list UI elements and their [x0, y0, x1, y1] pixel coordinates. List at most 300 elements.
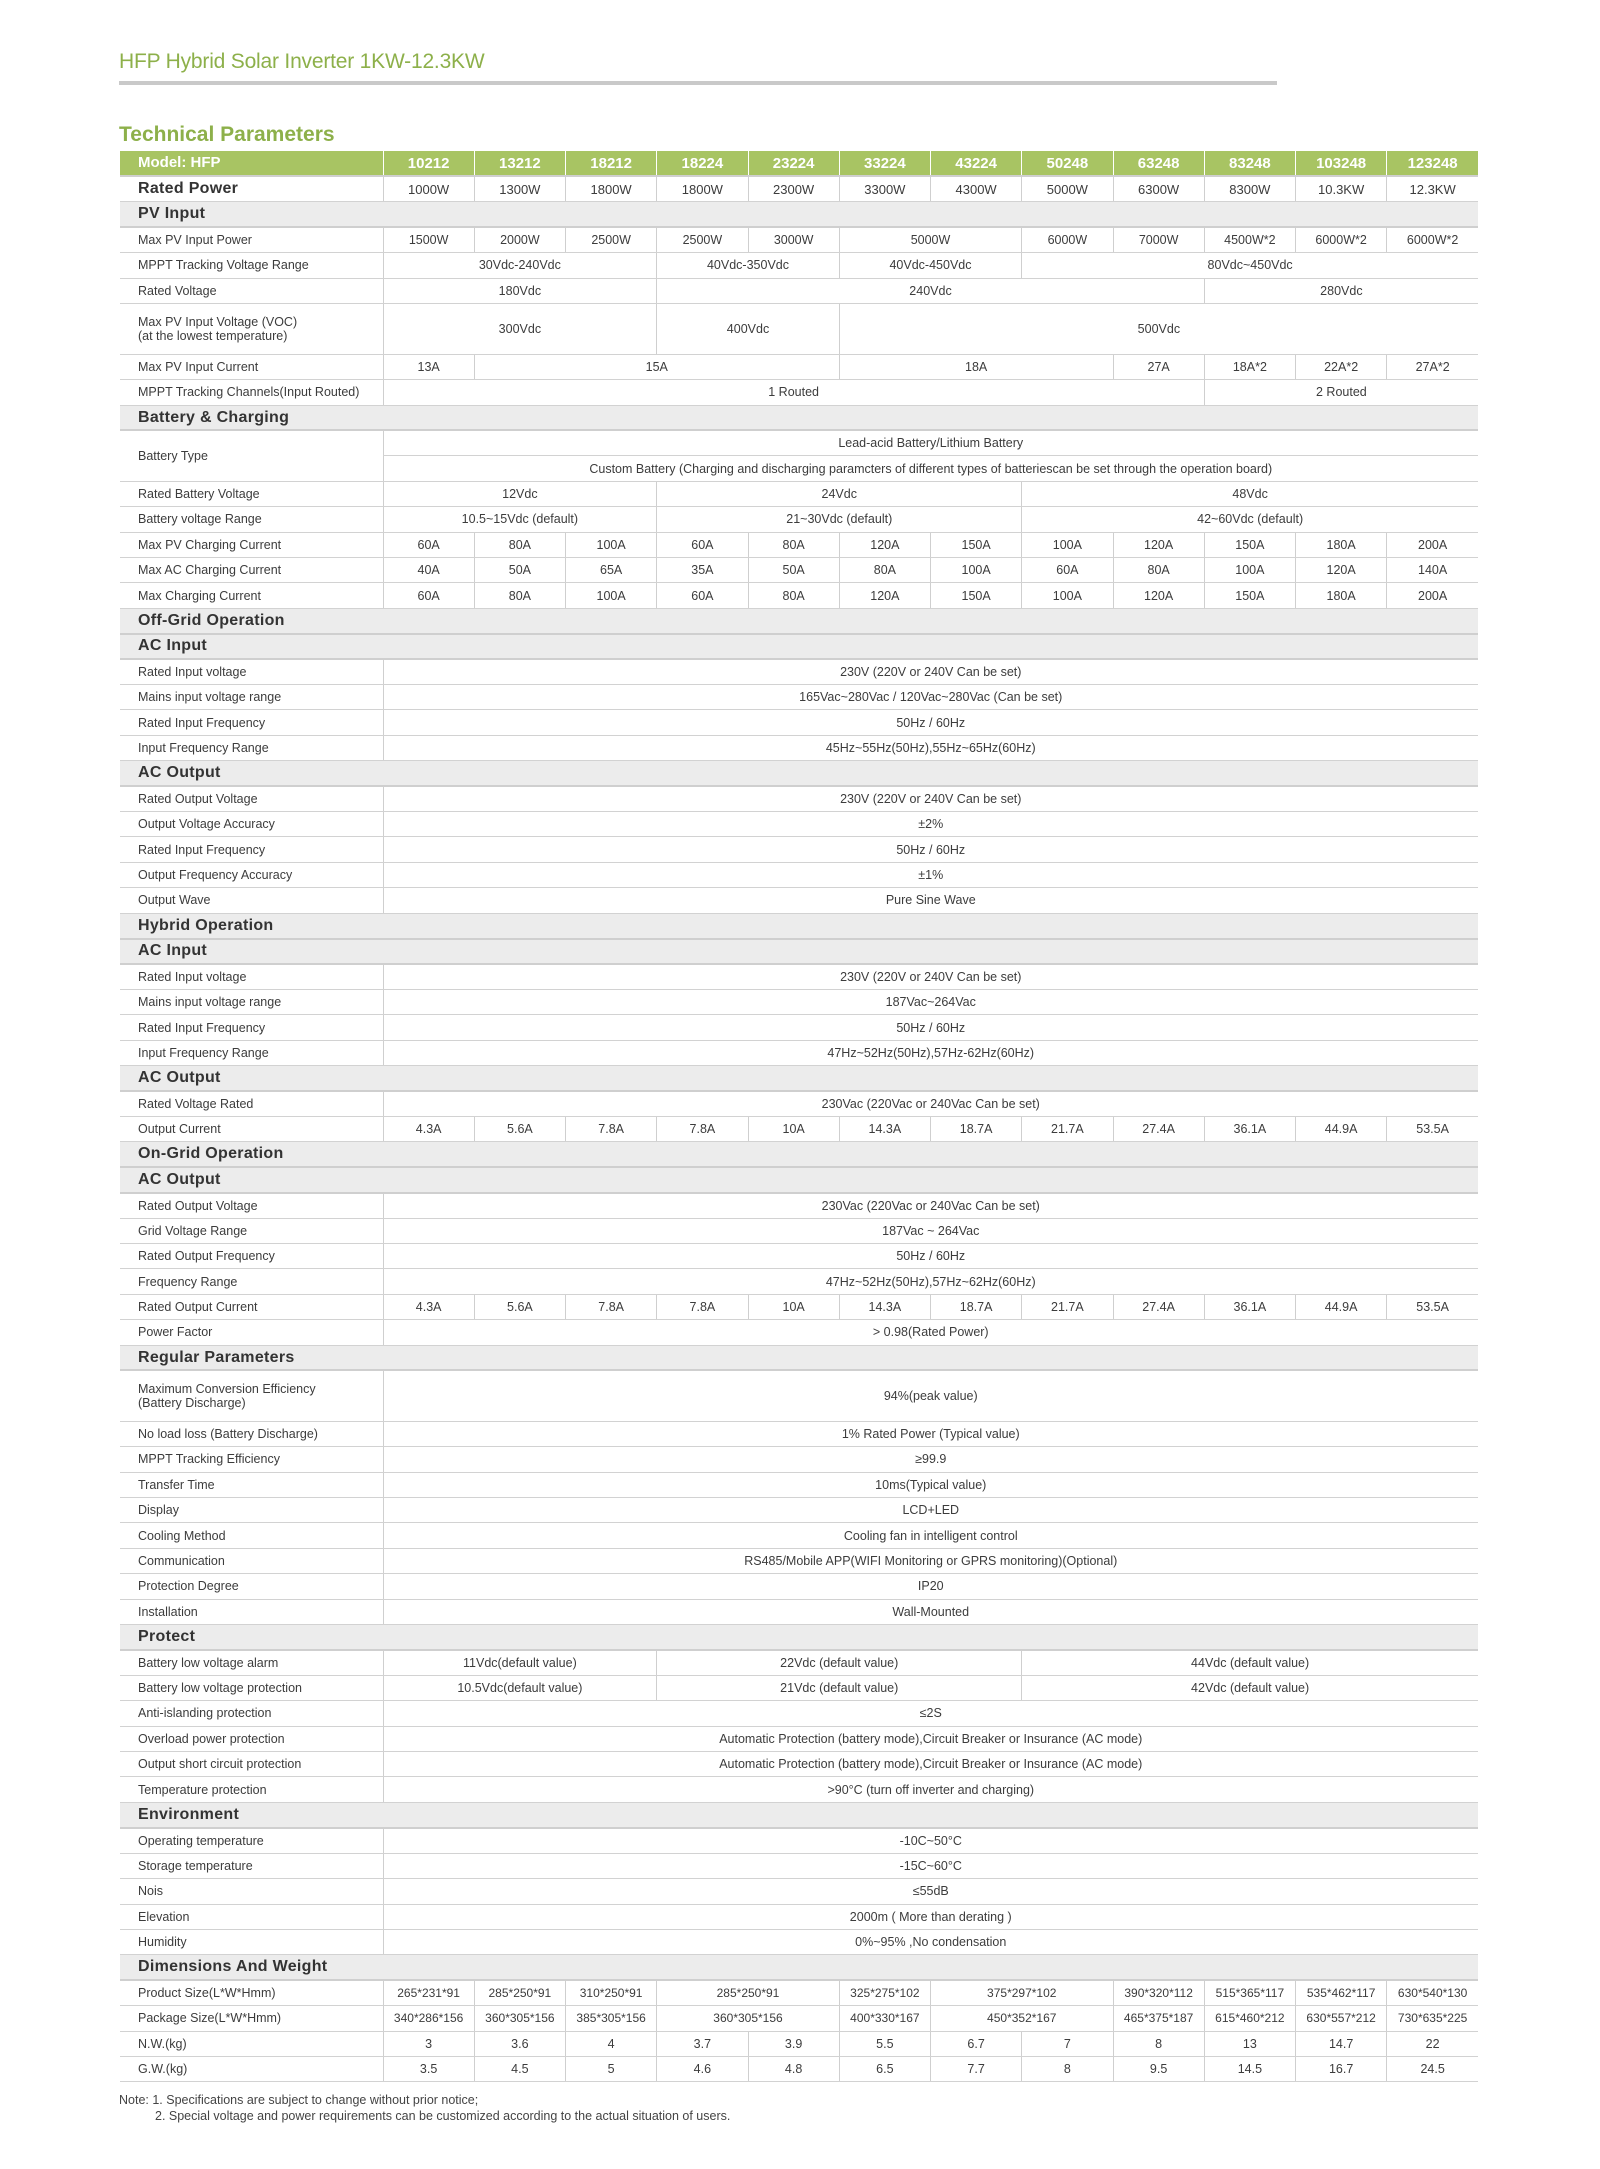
section-pv-input: [120, 202, 1478, 227]
table-row: [120, 532, 1478, 557]
value-cell: 2000W: [474, 227, 565, 252]
value-cell: 1800W: [657, 176, 748, 201]
table-row: [120, 1929, 1478, 1954]
section-heading: AC Output: [120, 761, 1478, 786]
value-cell: 10A: [748, 1294, 839, 1319]
row-label: Mains input voltage range: [120, 989, 383, 1014]
row-label: Battery low voltage protection: [120, 1675, 383, 1700]
value-cell: 285*250*91: [657, 1980, 840, 2005]
value-cell: ≤2S: [383, 1701, 1478, 1726]
section-heading: AC Output: [120, 1066, 1478, 1091]
table-row: [120, 1269, 1478, 1294]
row-label: Rated Input voltage: [120, 659, 383, 684]
row-label: Max AC Charging Current: [120, 557, 383, 582]
table-row: [120, 1548, 1478, 1573]
value-cell: Cooling fan in intelligent control: [383, 1523, 1478, 1548]
section-hybrid: [120, 913, 1478, 938]
value-cell: 515*365*117: [1204, 1980, 1295, 2005]
row-label: Input Frequency Range: [120, 1040, 383, 1065]
row-label: [120, 1370, 383, 1421]
value-cell: 22A*2: [1296, 354, 1387, 379]
model-column-header: 10212: [383, 151, 474, 176]
value-cell: 1300W: [474, 176, 565, 201]
value-cell: 200A: [1387, 532, 1478, 557]
value-cell: 120A: [839, 532, 930, 557]
row-label: Overload power protection: [120, 1726, 383, 1751]
value-cell: 120A: [1113, 583, 1204, 608]
section-heading: Environment: [120, 1802, 1478, 1827]
notes: [119, 2092, 730, 2124]
value-cell: 7.8A: [566, 1116, 657, 1141]
table-row: [120, 2056, 1478, 2081]
value-cell: 240Vdc: [657, 278, 1205, 303]
table-row: [120, 1320, 1478, 1345]
row-label: Temperature protection: [120, 1777, 383, 1802]
value-cell: 21~30Vdc (default): [657, 507, 1022, 532]
value-cell: 400*330*167: [839, 2006, 930, 2031]
row-label: [120, 303, 383, 354]
value-cell: 8300W: [1204, 176, 1295, 201]
value-cell: 14.3A: [839, 1294, 930, 1319]
value-cell: 100A: [566, 583, 657, 608]
value-cell: 50Hz / 60Hz: [383, 837, 1478, 862]
value-cell: 27A: [1113, 354, 1204, 379]
model-header-label: Model: HFP: [120, 151, 383, 176]
row-label: N.W.(kg): [120, 2031, 383, 2056]
value-cell: Custom Battery (Charging and discharging paramcters of different types of batteriescan be set through the operation board): [383, 456, 1478, 481]
value-cell: 6.7: [931, 2031, 1022, 2056]
row-label: Rated Voltage: [120, 278, 383, 303]
value-cell: 120A: [839, 583, 930, 608]
value-cell: 100A: [1022, 532, 1113, 557]
table-row: [120, 837, 1478, 862]
value-cell: 80A: [748, 583, 839, 608]
value-cell: 100A: [566, 532, 657, 557]
value-cell: 24Vdc: [657, 481, 1022, 506]
value-cell: 11Vdc(default value): [383, 1650, 657, 1675]
row-label: Battery Type: [120, 430, 383, 481]
row-label: Battery low voltage alarm: [120, 1650, 383, 1675]
row-label: Rated Output Current: [120, 1294, 383, 1319]
table-row: [120, 685, 1478, 710]
value-cell: 2000m ( More than derating ): [383, 1904, 1478, 1929]
subsection-ac-output: [120, 761, 1478, 786]
value-cell: 150A: [1204, 583, 1295, 608]
value-cell: 5000W: [1022, 176, 1113, 201]
table-row: [120, 735, 1478, 760]
row-label: Storage temperature: [120, 1853, 383, 1878]
value-cell: 50A: [748, 557, 839, 582]
row-label: Output Wave: [120, 888, 383, 913]
table-row: [120, 1091, 1478, 1116]
value-cell: -10C~50°C: [383, 1828, 1478, 1853]
value-cell: 3300W: [839, 176, 930, 201]
row-label: Elevation: [120, 1904, 383, 1929]
table-row: [120, 1675, 1478, 1700]
value-cell: 3000W: [748, 227, 839, 252]
row-label: Operating temperature: [120, 1828, 383, 1853]
value-cell: 42Vdc (default value): [1022, 1675, 1478, 1700]
section-heading: Protect: [120, 1625, 1478, 1650]
row-label: MPPT Tracking Voltage Range: [120, 253, 383, 278]
table-row: [120, 253, 1478, 278]
value-cell: 630*557*212: [1296, 2006, 1387, 2031]
table-row: [120, 227, 1478, 252]
section-heading: On-Grid Operation: [120, 1142, 1478, 1167]
row-label: Transfer Time: [120, 1472, 383, 1497]
row-label: Rated Voltage Rated: [120, 1091, 383, 1116]
section-protect: [120, 1625, 1478, 1650]
value-cell: 230Vac (220Vac or 240Vac Can be set): [383, 1193, 1478, 1218]
value-cell: 21.7A: [1022, 1294, 1113, 1319]
value-cell: 80A: [748, 532, 839, 557]
section-heading: PV Input: [120, 202, 1478, 227]
row-label: Rated Output Frequency: [120, 1243, 383, 1268]
value-cell: 0%~95% ,No condensation: [383, 1929, 1478, 1954]
model-column-header: 18212: [566, 151, 657, 176]
table-row: [120, 507, 1478, 532]
value-cell: Wall-Mounted: [383, 1599, 1478, 1624]
section-heading: Regular Parameters: [120, 1345, 1478, 1370]
value-cell: 180A: [1296, 583, 1387, 608]
table-row: [120, 2006, 1478, 2031]
value-cell: 5: [566, 2056, 657, 2081]
table-row: [120, 354, 1478, 379]
value-cell: ±1%: [383, 862, 1478, 887]
value-cell: 360*305*156: [657, 2006, 840, 2031]
row-label: Rated Input Frequency: [120, 1015, 383, 1040]
table-row: [120, 1015, 1478, 1040]
value-cell: 100A: [1022, 583, 1113, 608]
table-row: [120, 1574, 1478, 1599]
model-column-header: 13212: [474, 151, 565, 176]
value-cell: 6300W: [1113, 176, 1204, 201]
value-cell: 100A: [931, 557, 1022, 582]
value-cell: 44Vdc (default value): [1022, 1650, 1478, 1675]
value-cell: 8: [1113, 2031, 1204, 2056]
value-cell: 35A: [657, 557, 748, 582]
section-off-grid: [120, 608, 1478, 633]
table-row: [120, 1752, 1478, 1777]
section-heading: Off-Grid Operation: [120, 608, 1478, 633]
row-label: Grid Voltage Range: [120, 1218, 383, 1243]
table-row: [120, 1294, 1478, 1319]
table-row: [120, 989, 1478, 1014]
value-cell: 2500W: [657, 227, 748, 252]
value-cell: 3: [383, 2031, 474, 2056]
value-cell: RS485/Mobile APP(WIFI Monitoring or GPRS monitoring)(Optional): [383, 1548, 1478, 1573]
table-row: [120, 1828, 1478, 1853]
table-row: [120, 862, 1478, 887]
table-row: [120, 1498, 1478, 1523]
table-row: [120, 1726, 1478, 1751]
value-cell: 15A: [474, 354, 839, 379]
value-cell: 27A*2: [1387, 354, 1478, 379]
value-cell: 6000W*2: [1296, 227, 1387, 252]
value-cell: 50Hz / 60Hz: [383, 1243, 1478, 1268]
value-cell: 5.6A: [474, 1116, 565, 1141]
value-cell: 12Vdc: [383, 481, 657, 506]
section-heading: Hybrid Operation: [120, 913, 1478, 938]
value-cell: 4: [566, 2031, 657, 2056]
row-label: Frequency Range: [120, 1269, 383, 1294]
section-heading: AC Output: [120, 1167, 1478, 1192]
value-cell: 4.5: [474, 2056, 565, 2081]
document-title: HFP Hybrid Solar Inverter 1KW-12.3KW: [119, 50, 485, 73]
table-row: [120, 1040, 1478, 1065]
rated-power-row: [120, 176, 1478, 201]
model-header-row: [120, 151, 1478, 176]
section-title: Technical Parameters: [119, 123, 335, 146]
value-cell: 1800W: [566, 176, 657, 201]
value-cell: 7.7: [931, 2056, 1022, 2081]
value-cell: 465*375*187: [1113, 2006, 1204, 2031]
value-cell: 65A: [566, 557, 657, 582]
value-cell: -15C~60°C: [383, 1853, 1478, 1878]
value-cell: 6.5: [839, 2056, 930, 2081]
value-cell: 4.8: [748, 2056, 839, 2081]
value-cell: 24.5: [1387, 2056, 1478, 2081]
value-cell: 18.7A: [931, 1294, 1022, 1319]
row-label: Humidity: [120, 1929, 383, 1954]
value-cell: 400Vdc: [657, 303, 840, 354]
row-label: Display: [120, 1498, 383, 1523]
row-label: Rated Input voltage: [120, 964, 383, 989]
row-label: Mains input voltage range: [120, 685, 383, 710]
row-label: Rated Output Voltage: [120, 786, 383, 811]
value-cell: 94%(peak value): [383, 1370, 1478, 1421]
value-cell: 230Vac (220Vac or 240Vac Can be set): [383, 1091, 1478, 1116]
table-row: [120, 1116, 1478, 1141]
subsection-ac-input: [120, 634, 1478, 659]
row-label: Max PV Input Power: [120, 227, 383, 252]
value-cell: 44.9A: [1296, 1294, 1387, 1319]
value-cell: 187Vac ~ 264Vac: [383, 1218, 1478, 1243]
value-cell: 30Vdc-240Vdc: [383, 253, 657, 278]
table-row: [120, 1421, 1478, 1446]
table-row: [120, 1701, 1478, 1726]
value-cell: 60A: [657, 532, 748, 557]
value-cell: 500Vdc: [839, 303, 1478, 354]
row-label: Output Voltage Accuracy: [120, 812, 383, 837]
value-cell: 53.5A: [1387, 1116, 1478, 1141]
table-row: [120, 380, 1478, 405]
value-cell: 80A: [474, 583, 565, 608]
value-cell: 230V (220V or 240V Can be set): [383, 786, 1478, 811]
row-label: MPPT Tracking Efficiency: [120, 1447, 383, 1472]
row-label: Protection Degree: [120, 1574, 383, 1599]
value-cell: 1% Rated Power (Typical value): [383, 1421, 1478, 1446]
value-cell: 1 Routed: [383, 380, 1204, 405]
row-label: Product Size(L*W*Hmm): [120, 1980, 383, 2005]
value-cell: 265*231*91: [383, 1980, 474, 2005]
table-row: [120, 1193, 1478, 1218]
value-cell: 140A: [1387, 557, 1478, 582]
section-heading: AC Input: [120, 939, 1478, 964]
value-cell: 3.9: [748, 2031, 839, 2056]
value-cell: 200A: [1387, 583, 1478, 608]
value-cell: 165Vac~280Vac / 120Vac~280Vac (Can be set): [383, 685, 1478, 710]
section-environment: [120, 1802, 1478, 1827]
value-cell: 2 Routed: [1204, 380, 1478, 405]
table-row: [120, 1447, 1478, 1472]
value-cell: 7.8A: [566, 1294, 657, 1319]
value-cell: 310*250*91: [566, 1980, 657, 2005]
value-cell: 60A: [1022, 557, 1113, 582]
value-cell: 16.7: [1296, 2056, 1387, 2081]
value-cell: 50A: [474, 557, 565, 582]
value-cell: 80A: [474, 532, 565, 557]
value-cell: 280Vdc: [1204, 278, 1478, 303]
table-row: [120, 303, 1478, 354]
value-cell: 45Hz~55Hz(50Hz),55Hz~65Hz(60Hz): [383, 735, 1478, 760]
row-label: Installation: [120, 1599, 383, 1624]
table-row: [120, 786, 1478, 811]
table-row: [120, 1904, 1478, 1929]
value-cell: 150A: [931, 583, 1022, 608]
value-cell: 13: [1204, 2031, 1295, 2056]
value-cell: 5.6A: [474, 1294, 565, 1319]
value-cell: Pure Sine Wave: [383, 888, 1478, 913]
table-row: [120, 1243, 1478, 1268]
table-row: [120, 1472, 1478, 1497]
value-cell: 3.7: [657, 2031, 748, 2056]
value-cell: 14.7: [1296, 2031, 1387, 2056]
value-cell: 7000W: [1113, 227, 1204, 252]
table-row: [120, 1370, 1478, 1421]
table-row: [120, 278, 1478, 303]
value-cell: 7.8A: [657, 1294, 748, 1319]
value-cell: ±2%: [383, 812, 1478, 837]
row-label: Package Size(L*W*Hmm): [120, 2006, 383, 2031]
value-cell: 360*305*156: [474, 2006, 565, 2031]
table-row: [120, 812, 1478, 837]
row-label: Anti-islanding protection: [120, 1701, 383, 1726]
value-cell: 6000W: [1022, 227, 1113, 252]
row-label: Rated Power: [120, 176, 383, 201]
row-label: Max Charging Current: [120, 583, 383, 608]
model-column-header: 33224: [839, 151, 930, 176]
value-cell: 60A: [383, 583, 474, 608]
model-column-header: 43224: [931, 151, 1022, 176]
value-cell: 630*540*130: [1387, 1980, 1478, 2005]
subsection-ac-output: [120, 1167, 1478, 1192]
value-cell: 2300W: [748, 176, 839, 201]
value-cell: 150A: [1204, 532, 1295, 557]
value-cell: 120A: [1296, 557, 1387, 582]
row-label: Input Frequency Range: [120, 735, 383, 760]
row-label: Max PV Charging Current: [120, 532, 383, 557]
model-column-header: 103248: [1296, 151, 1387, 176]
model-column-header: 23224: [748, 151, 839, 176]
model-column-header: 50248: [1022, 151, 1113, 176]
value-cell: 10.5~15Vdc (default): [383, 507, 657, 532]
value-cell: 36.1A: [1204, 1116, 1295, 1141]
value-cell: 80A: [1113, 557, 1204, 582]
value-cell: 150A: [931, 532, 1022, 557]
value-cell: 18.7A: [931, 1116, 1022, 1141]
model-column-header: 83248: [1204, 151, 1295, 176]
value-cell: ≥99.9: [383, 1447, 1478, 1472]
value-cell: 36.1A: [1204, 1294, 1295, 1319]
value-cell: 730*635*225: [1387, 2006, 1478, 2031]
value-cell: 50Hz / 60Hz: [383, 1015, 1478, 1040]
value-cell: 22Vdc (default value): [657, 1650, 1022, 1675]
value-cell: 2500W: [566, 227, 657, 252]
value-cell: 285*250*91: [474, 1980, 565, 2005]
value-cell: 187Vac~264Vac: [383, 989, 1478, 1014]
value-cell: 230V (220V or 240V Can be set): [383, 659, 1478, 684]
value-cell: 48Vdc: [1022, 481, 1478, 506]
table-row: [120, 888, 1478, 913]
value-cell: ≤55dB: [383, 1879, 1478, 1904]
value-cell: 50Hz / 60Hz: [383, 710, 1478, 735]
spec-table: [120, 151, 1478, 2082]
value-cell: 80Vdc~450Vdc: [1022, 253, 1478, 278]
value-cell: 615*460*212: [1204, 2006, 1295, 2031]
value-cell: 1500W: [383, 227, 474, 252]
value-cell: 12.3KW: [1387, 176, 1478, 201]
value-cell: 53.5A: [1387, 1294, 1478, 1319]
table-row: [120, 659, 1478, 684]
table-row: [120, 710, 1478, 735]
table-row: [120, 430, 1478, 455]
value-cell: 300Vdc: [383, 303, 657, 354]
row-label-line: (Battery Discharge): [138, 1396, 246, 1411]
value-cell: 230V (220V or 240V Can be set): [383, 964, 1478, 989]
table-row: [120, 583, 1478, 608]
value-cell: 47Hz~52Hz(50Hz),57Hz~62Hz(60Hz): [383, 1269, 1478, 1294]
value-cell: 40A: [383, 557, 474, 582]
value-cell: 60A: [657, 583, 748, 608]
row-label: Output short circuit protection: [120, 1752, 383, 1777]
value-cell: 5000W: [839, 227, 1022, 252]
value-cell: 13A: [383, 354, 474, 379]
table-row: [120, 557, 1478, 582]
value-cell: 325*275*102: [839, 1980, 930, 2005]
row-label: Cooling Method: [120, 1523, 383, 1548]
value-cell: 9.5: [1113, 2056, 1204, 2081]
row-label-line: Max PV Input Voltage (VOC): [138, 314, 298, 329]
section-battery: [120, 405, 1478, 430]
value-cell: 80A: [839, 557, 930, 582]
value-cell: 180A: [1296, 532, 1387, 557]
value-cell: 21.7A: [1022, 1116, 1113, 1141]
section-on-grid: [120, 1142, 1478, 1167]
value-cell: 450*352*167: [931, 2006, 1114, 2031]
value-cell: 18A*2: [1204, 354, 1295, 379]
note-1: Note: 1. Specifications are subject to change without prior notice;: [119, 2093, 479, 2107]
value-cell: 4500W*2: [1204, 227, 1295, 252]
model-column-header: 63248: [1113, 151, 1204, 176]
value-cell: 7.8A: [657, 1116, 748, 1141]
row-label: No load loss (Battery Discharge): [120, 1421, 383, 1446]
row-label: Rated Battery Voltage: [120, 481, 383, 506]
value-cell: 100A: [1204, 557, 1295, 582]
model-column-header: 18224: [657, 151, 748, 176]
value-cell: 44.9A: [1296, 1116, 1387, 1141]
row-label: Rated Input Frequency: [120, 710, 383, 735]
row-label: Output Frequency Accuracy: [120, 862, 383, 887]
value-cell: 42~60Vdc (default): [1022, 507, 1478, 532]
row-label-line: (at the lowest temperature): [138, 328, 288, 343]
value-cell: 18A: [839, 354, 1113, 379]
value-cell: 40Vdc-450Vdc: [839, 253, 1022, 278]
value-cell: 3.6: [474, 2031, 565, 2056]
model-column-header: 123248: [1387, 151, 1478, 176]
table-row: [120, 481, 1478, 506]
value-cell: 14.5: [1204, 2056, 1295, 2081]
